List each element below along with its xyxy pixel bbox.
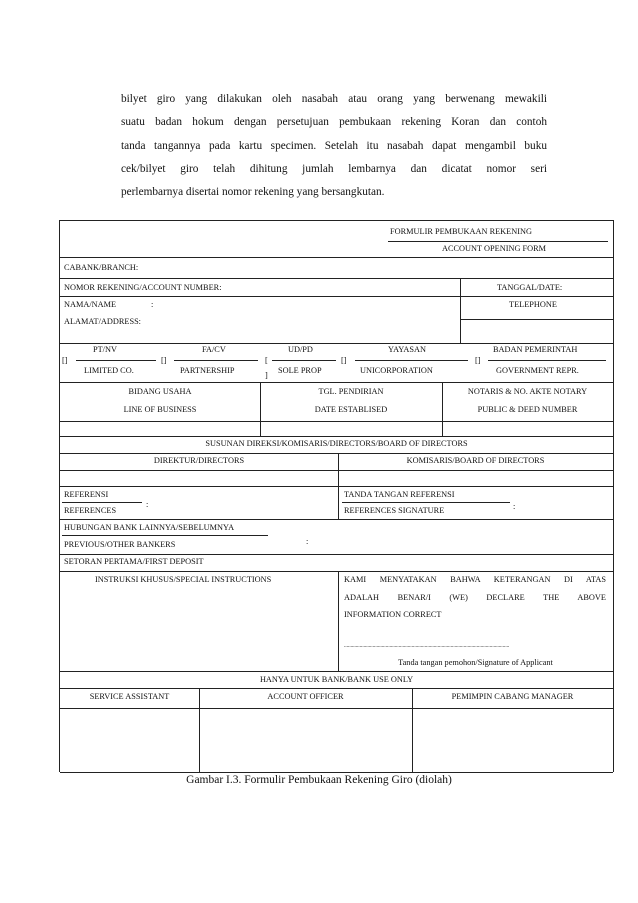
established-en: DATE ESTABLISED — [314, 405, 388, 414]
row-divider — [60, 519, 613, 520]
notary-id: NOTARIS & NO. AKTE NOTARY — [467, 387, 588, 396]
entity-yayasan: YAYASAN — [388, 345, 426, 354]
declaration-line-3: INFORMATION CORRECT — [344, 610, 442, 619]
row-divider — [60, 470, 613, 471]
row-divider — [60, 688, 613, 689]
other-bank-id: HUBUNGAN BANK LAINNYA/SEBELUMNYA — [64, 523, 235, 532]
col-divider — [460, 278, 461, 344]
established-id: TGL. PENDIRIAN — [318, 387, 384, 396]
paragraph-line: tanda tangannya pada kartu specimen. Setelah itu nasabah dapat mengambil buku — [121, 139, 547, 152]
field-underline — [342, 502, 510, 503]
field-underline — [76, 360, 156, 361]
name-colon: : — [151, 300, 154, 309]
row-divider — [60, 343, 613, 344]
declaration-line-2: ADALAH BENAR/I (WE) DECLARE THE ABOVE — [344, 593, 606, 602]
row-divider — [60, 571, 613, 572]
row-divider — [60, 453, 613, 454]
field-underline — [62, 502, 142, 503]
row-divider — [60, 382, 613, 383]
references-en: REFERENCES — [64, 506, 117, 515]
entity-unicorp: UNICORPORATION — [360, 366, 433, 375]
entity-sole: SOLE PROP — [278, 366, 322, 375]
declaration-line-1: KAMI MENYATAKAN BAHWA KETERANGAN DI ATAS — [344, 575, 606, 584]
paragraph-line: cek/bilyet giro telah dihitung jumlah lembarnya dan dicatat nomor seri — [121, 162, 547, 175]
ref-signature-id: TANDA TANGAN REFERENSI — [344, 490, 455, 499]
paragraph-line: bilyet giro yang dilakukan oleh nasabah atau orang yang berwenang mewakili — [121, 93, 547, 105]
row-divider — [60, 772, 613, 773]
telephone-label: TELEPHONE — [509, 300, 557, 309]
branch-manager-label: PEMIMPIN CABANG MANAGER — [451, 692, 574, 701]
bank-use-heading: HANYA UNTUK BANK/BANK USE ONLY — [259, 675, 414, 684]
other-bank-colon: : — [306, 537, 309, 546]
entity-pt: PT/NV — [93, 345, 117, 354]
checkbox-ud-close: ] — [265, 371, 268, 380]
checkbox-pt[interactable]: [] — [62, 356, 68, 365]
entity-fa: FA/CV — [202, 345, 226, 354]
ref-signature-colon: : — [513, 502, 516, 511]
entity-gov: GOVERNMENT REPR. — [496, 366, 579, 375]
directors-heading: DIREKTUR/DIRECTORS — [153, 456, 245, 465]
instructions-label: INSTRUKSI KHUSUS/SPECIAL INSTRUCTIONS — [95, 575, 272, 584]
service-assistant-label: SERVICE ASSISTANT — [89, 692, 170, 701]
field-underline — [174, 360, 258, 361]
business-line-id: BIDANG USAHA — [128, 387, 192, 396]
checkbox-badan[interactable]: [] — [475, 356, 481, 365]
checkbox-fa[interactable]: [] — [161, 356, 167, 365]
paragraph-line: perlembarnya disertai nomor rekening yang bersangkutan. — [121, 186, 385, 199]
checkbox-yayasan[interactable]: [] — [341, 356, 347, 365]
col-divider — [412, 688, 413, 772]
account-opening-form — [59, 220, 614, 772]
account-officer-label: ACCOUNT OFFICER — [267, 692, 344, 701]
address-label: ALAMAT/ADDRESS: — [64, 317, 141, 326]
name-label: NAMA/NAME — [64, 300, 117, 309]
signature-label: Tanda tangan pemohon/Signature of Applicant — [398, 658, 553, 667]
row-divider — [60, 296, 613, 297]
first-deposit-label: SETORAN PERTAMA/FIRST DEPOSIT — [64, 557, 204, 566]
branch-label: CABANK/BRANCH: — [64, 263, 139, 272]
notary-en: PUBLIC & DEED NUMBER — [477, 405, 578, 414]
entity-ud: UD/PD — [288, 345, 313, 354]
row-divider — [60, 257, 613, 258]
col-divider — [338, 571, 339, 671]
form-title-en: ACCOUNT OPENING FORM — [442, 244, 547, 253]
ref-signature-en: REFERENCES SIGNATURE — [344, 506, 445, 515]
references-id: REFERENSI — [64, 490, 109, 499]
entity-partnership: PARTNERSHIP — [180, 366, 235, 375]
row-divider — [60, 278, 613, 279]
col-divider — [260, 382, 261, 436]
references-colon: : — [146, 500, 149, 509]
col-divider — [442, 382, 443, 436]
row-divider — [60, 421, 613, 422]
business-line-en: LINE OF BUSINESS — [123, 405, 197, 414]
row-divider — [60, 708, 613, 709]
paragraph-line: suatu badan hokum dengan persetujuan pembukaan rekening Koran dan contoh — [121, 116, 547, 129]
signature-dotted-line: ............................................................................................................................... — [344, 643, 510, 649]
commissioners-heading: KOMISARIS/BOARD OF DIRECTORS — [406, 456, 545, 465]
row-divider — [60, 436, 613, 437]
row-divider — [460, 319, 613, 320]
field-underline — [62, 535, 268, 536]
row-divider — [60, 554, 613, 555]
board-heading: SUSUNAN DIREKSI/KOMISARIS/DIRECTORS/BOARD OF DIRECTORS — [205, 439, 468, 448]
row-divider — [60, 671, 613, 672]
entity-limited: LIMITED CO. — [84, 366, 134, 375]
entity-badan: BADAN PEMERINTAH — [493, 345, 578, 354]
other-bank-en: PREVIOUS/OTHER BANKERS — [64, 540, 176, 549]
title-underline — [388, 241, 608, 242]
form-title-id: FORMULIR PEMBUKAAN REKENING — [390, 227, 532, 236]
field-underline — [272, 360, 336, 361]
col-divider — [199, 688, 200, 772]
figure-caption: Gambar I.3. Formulir Pembukaan Rekening Giro (diolah) — [186, 774, 452, 786]
checkbox-ud-open[interactable]: [ — [265, 356, 268, 365]
field-underline — [355, 360, 468, 361]
row-divider — [60, 486, 613, 487]
field-underline — [488, 360, 606, 361]
account-number-label: NOMOR REKENING/ACCOUNT NUMBER: — [64, 283, 222, 292]
date-label: TANGGAL/DATE: — [497, 283, 563, 292]
body-paragraph — [121, 92, 547, 208]
